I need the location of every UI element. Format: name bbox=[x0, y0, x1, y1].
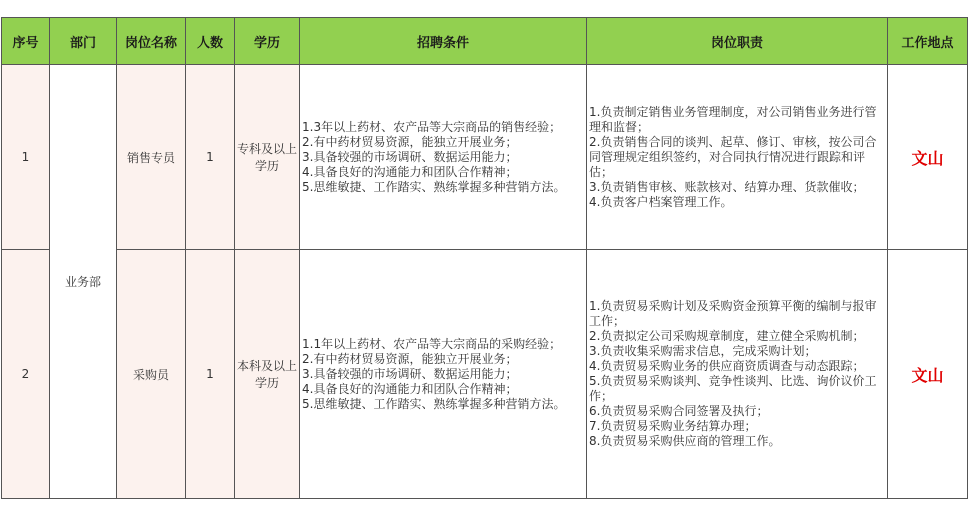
education-cell: 专科及以上学历 bbox=[235, 65, 300, 250]
duty-item: 2.负责销售合同的谈判、起草、修订、审核，按公司合同管理规定组织签约，对合同执行情况进行跟踪和评估； bbox=[589, 134, 877, 179]
requirements-cell bbox=[300, 65, 587, 250]
location-cell: 文山 bbox=[888, 65, 968, 250]
duty-item: 1.负责制定销售业务管理制度，对公司销售业务进行管理和监督； bbox=[589, 104, 877, 134]
header-count: 人数 bbox=[186, 18, 235, 65]
location-cell: 文山 bbox=[888, 250, 968, 499]
header-row bbox=[2, 18, 968, 65]
requirement-item: 5.思维敏捷、工作踏实、熟练掌握多种营销方法。 bbox=[302, 396, 566, 411]
position-cell: 销售专员 bbox=[117, 65, 186, 250]
duty-item: 4.负责客户档案管理工作。 bbox=[589, 194, 733, 209]
duty-item: 6.负责贸易采购合同签署及执行； bbox=[589, 404, 769, 418]
requirement-item: 4.具备良好的沟通能力和团队合作精神； bbox=[302, 164, 518, 179]
education-cell: 本科及以上学历 bbox=[235, 250, 300, 499]
count-cell: 1 bbox=[186, 65, 235, 250]
header-education: 学历 bbox=[235, 18, 300, 65]
header-department: 部门 bbox=[50, 18, 117, 65]
header-requirements: 招聘条件 bbox=[300, 18, 587, 65]
duties-cell bbox=[587, 250, 888, 499]
duty-item: 3.负责销售审核、账款核对、结算办理、货款催收； bbox=[589, 179, 865, 194]
requirement-item: 4.具备良好的沟通能力和团队合作精神； bbox=[302, 381, 518, 396]
requirement-item: 3.具备较强的市场调研、数据运用能力； bbox=[302, 149, 518, 164]
duty-item: 4.负责贸易采购业务的供应商资质调查与动态跟踪； bbox=[589, 359, 865, 373]
requirement-item: 5.思维敏捷、工作踏实、熟练掌握多种营销方法。 bbox=[302, 179, 566, 194]
department-cell: 业务部 bbox=[50, 65, 117, 499]
table-row bbox=[2, 65, 968, 250]
duty-item: 3.负责收集采购需求信息，完成采购计划； bbox=[589, 344, 817, 358]
table-row bbox=[2, 250, 968, 499]
requirement-item: 2.有中药材贸易资源，能独立开展业务； bbox=[302, 134, 518, 149]
header-no: 序号 bbox=[2, 18, 50, 65]
requirement-item: 2.有中药材贸易资源，能独立开展业务； bbox=[302, 351, 518, 366]
row-no: 1 bbox=[2, 65, 50, 250]
requirement-item: 1.3年以上药材、农产品等大宗商品的销售经验； bbox=[302, 119, 562, 134]
count-cell: 1 bbox=[186, 250, 235, 499]
duty-item: 2.负责拟定公司采购规章制度，建立健全采购机制； bbox=[589, 329, 865, 343]
position-cell: 采购员 bbox=[117, 250, 186, 499]
requirements-cell bbox=[300, 250, 587, 499]
duties-cell bbox=[587, 65, 888, 250]
duty-item: 7.负责贸易采购业务结算办理； bbox=[589, 419, 757, 433]
duty-item: 8.负责贸易采购供应商的管理工作。 bbox=[589, 434, 781, 448]
header-duties: 岗位职责 bbox=[587, 18, 888, 65]
header-location: 工作地点 bbox=[888, 18, 968, 65]
duty-item: 5.负责贸易采购谈判、竞争性谈判、比选、询价议价工作； bbox=[589, 374, 877, 403]
requirement-item: 3.具备较强的市场调研、数据运用能力； bbox=[302, 366, 518, 381]
recruitment-table bbox=[1, 17, 968, 499]
row-no: 2 bbox=[2, 250, 50, 499]
duty-item: 1.负责贸易采购计划及采购资金预算平衡的编制与报审工作； bbox=[589, 299, 877, 328]
requirement-item: 1.1年以上药材、农产品等大宗商品的采购经验； bbox=[302, 336, 562, 351]
header-position: 岗位名称 bbox=[117, 18, 186, 65]
